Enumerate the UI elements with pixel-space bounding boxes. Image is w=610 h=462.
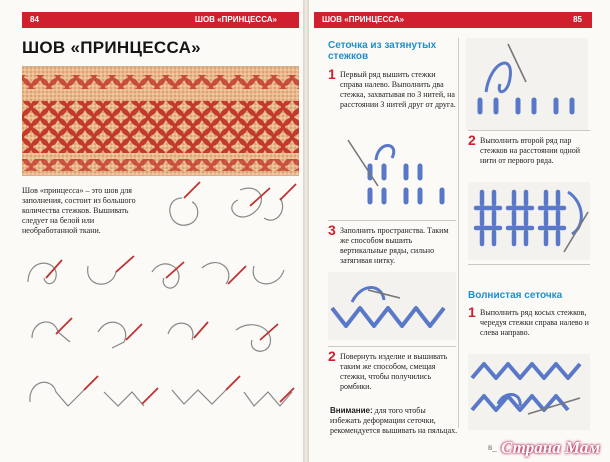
watermark-prefix: в_ [488, 443, 497, 452]
page-title: ШОВ «ПРИНЦЕССА» [22, 38, 201, 57]
column-separator [458, 38, 459, 428]
step-1-text: Первый ряд вышить стежки справа налево. Выполнить два стежка, захватывая по 3 нитей, на расстоянии 3 нитей друг от друга. [340, 70, 456, 109]
right-header-bar [314, 12, 592, 28]
left-page-number: 84 [30, 15, 39, 24]
left-header-bar [22, 12, 299, 28]
step-1-number: 1 [328, 66, 336, 82]
step-3-number: 3 [328, 222, 336, 238]
diagram-step-2 [330, 134, 456, 216]
stitch-description: Шов «принцесса» – это шов для заполнения, состоит из большого количества стежков. Вышивать следует на белой или необработанной ткани. [22, 186, 136, 235]
wavy-step-1-text: Выполнить ряд косых стежков, чередуя стежки справа налево и слева направо. [480, 308, 589, 337]
diagram-wavy-step-1 [328, 272, 456, 340]
book-gutter [303, 0, 309, 462]
divider [468, 130, 590, 131]
wavy-step-2-text: Повернуть изделие и вышивать таким же способом, смещая стежки, чтобы получились ромбики. [340, 352, 448, 391]
divider [328, 220, 456, 221]
diagram-step-1 [466, 38, 588, 130]
attention-text: для того чтобы избежать деформации сеточки, рекомендуется вышивать на пяльцах. [330, 406, 458, 435]
diagram-stitch-steps-grid [22, 242, 299, 438]
embroidery-photo-graphic [22, 67, 299, 175]
divider [468, 264, 590, 265]
attention-note [330, 406, 458, 436]
diagram-wavy-step-2 [468, 354, 590, 430]
step-3-text: Заполнить пространства. Таким же способом вышить вертикальные ряды, сильно затягивая нитку. [340, 226, 449, 265]
left-header-title: ШОВ «ПРИНЦЕССА» [194, 15, 277, 24]
diagram-step-2b [468, 182, 590, 260]
step-2-number: 2 [468, 132, 476, 148]
wavy-step-2-number: 2 [328, 348, 336, 364]
attention-label: Внимание: [330, 406, 373, 415]
embroidery-photo [22, 66, 299, 176]
divider [328, 346, 456, 347]
right-header-title: ШОВ «ПРИНЦЕССА» [322, 15, 405, 24]
diagram-intro-steps [154, 176, 299, 238]
right-page-number: 85 [573, 15, 582, 24]
section-title-wavy-mesh: Волнистая сеточка [468, 290, 563, 301]
section-title-tight-mesh: Сеточка из затянутых стежков [328, 40, 437, 62]
step-2-text: Выполнить второй ряд пар стежков на расстоянии одной нити от первого ряда. [480, 136, 581, 165]
watermark: Страна Мам [500, 438, 600, 457]
wavy-step-1-number: 1 [468, 304, 476, 320]
